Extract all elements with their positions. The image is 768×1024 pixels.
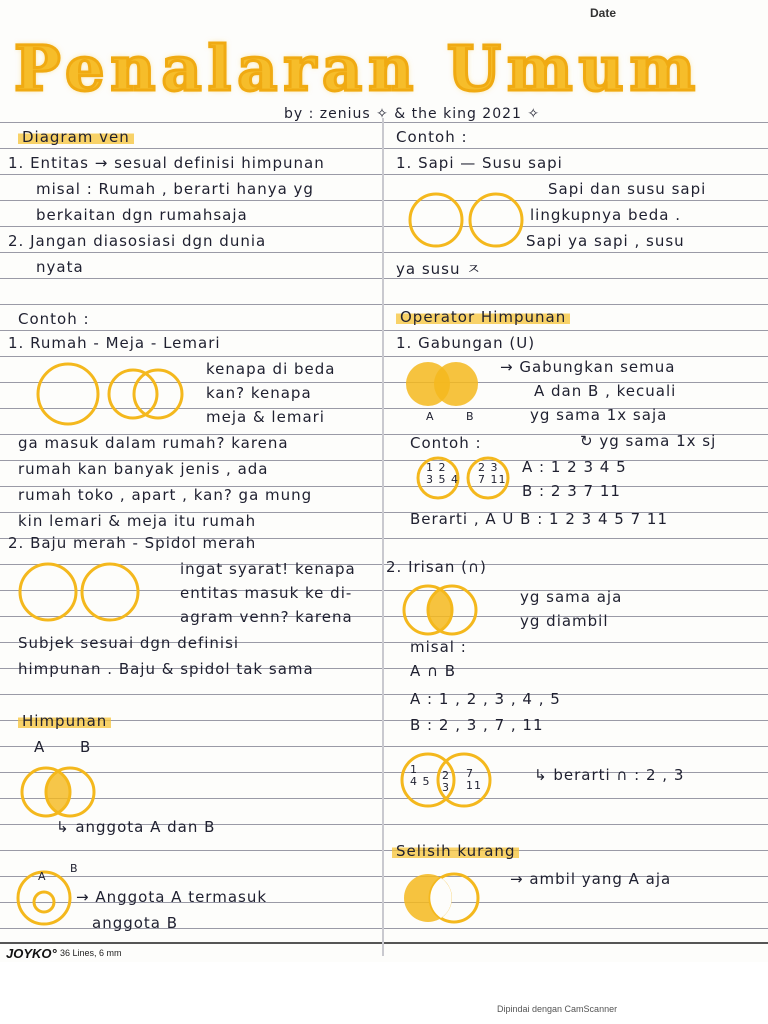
misal: misal : [410, 638, 467, 656]
sapi-line: 1. Sapi — Susu sapi [396, 154, 563, 172]
venn-label-b: B [466, 410, 475, 423]
contoh1-note: kenapa di beda [206, 360, 336, 378]
diagram-item: nyata [36, 258, 84, 276]
rule-line [0, 278, 768, 279]
venn-label-a: A [426, 410, 435, 423]
rule-line [0, 252, 768, 253]
irisan-set-b: B : 2 , 3 , 7 , 11 [410, 716, 544, 734]
contoh1-long: ga masuk dalam rumah? karena [18, 434, 289, 452]
yg-sama-note: ↻ yg sama 1x sj [580, 432, 717, 450]
set-a-line: A : 1 2 3 4 5 [522, 458, 627, 476]
label-b: B [80, 738, 92, 756]
anggota-note: ↳ anggota A dan B [56, 818, 216, 836]
notebook-spec: 36 Lines, 6 mm [60, 948, 122, 958]
contoh2-note: entitas masuk ke di- [180, 584, 353, 602]
irisan-note: yg diambil [520, 612, 609, 630]
sapi-note: lingkupnya beda . [530, 206, 681, 224]
diagram-item: 1. Entitas → sesual definisi himpunan [8, 154, 325, 172]
rule-line [0, 694, 768, 695]
irisan-left-numbers: 1 4 5 [410, 763, 431, 788]
venn-rumah-meja-lemari [28, 360, 188, 430]
selisih-heading: Selisih kurang [392, 842, 519, 860]
contoh-2: 2. Baju merah - Spidol merah [8, 534, 257, 552]
diagram-heading: Diagram ven [18, 128, 134, 146]
joyko-logo: JOYKO° [6, 946, 57, 961]
rule-line [0, 798, 768, 799]
byline: by : zenius ✧ & the king 2021 ✧ [284, 106, 541, 122]
gabungan-note: yg sama 1x saja [530, 406, 668, 424]
bottom-rule [0, 942, 768, 944]
rule-line [0, 304, 768, 305]
venn-gabungan [402, 360, 492, 410]
contoh-heading: Contoh : [18, 310, 90, 328]
berarti-irisan: ↳ berarti ∩ : 2 , 3 [534, 766, 685, 784]
diagram-item: berkaitan dgn rumahsaja [36, 206, 248, 224]
berarti-union: Berarti , A U B : 1 2 3 4 5 7 11 [410, 510, 669, 528]
circle-a-numbers: 1 2 3 5 4 [426, 461, 459, 486]
contoh-small: Contoh : [410, 434, 482, 452]
gabungan-note: → Gabungkan semua [500, 358, 676, 376]
gabungan-note: A dan B , kecuali [534, 382, 677, 400]
irisan-note: yg sama aja [520, 588, 623, 606]
subset-label-a: A [38, 870, 47, 883]
subset-note-1: → Anggota A termasuk [76, 888, 268, 906]
date-label: Date [590, 6, 617, 20]
venn-irisan [400, 582, 480, 638]
diagram-item: misal : Rumah , berarti hanya yg [36, 180, 314, 198]
label-a: A [34, 738, 46, 756]
set-b-line: B : 2 3 7 11 [522, 482, 621, 500]
sapi-end: ya susu ㅈ [396, 260, 482, 278]
contoh2-long: himpunan . Baju & spidol tak sama [18, 660, 314, 678]
rule-line [0, 720, 768, 721]
venn-baju-spidol [10, 558, 150, 628]
subset-label-b: B [70, 862, 79, 875]
subset-note-2: anggota B [92, 914, 179, 932]
venn-selisih [400, 868, 490, 928]
column-divider [382, 118, 384, 956]
contoh1-note: kan? kenapa [206, 384, 312, 402]
diagram-item: 2. Jangan diasosiasi dgn dunia [8, 232, 267, 250]
rule-line [0, 746, 768, 747]
contoh1-long: kin lemari & meja itu rumah [18, 512, 257, 530]
contoh2-note: ingat syarat! kenapa [180, 560, 356, 578]
rule-line [0, 226, 768, 227]
selisih-note: → ambil yang A aja [510, 870, 672, 888]
venn-sapi [408, 188, 528, 252]
circle-b-numbers: 2 3 7 11 [478, 461, 507, 486]
contoh2-long: Subjek sesuai dgn definisi [18, 634, 240, 652]
contoh1-note: meja & lemari [206, 408, 325, 426]
rule-line [0, 174, 768, 175]
rule-line [0, 330, 768, 331]
himpunan-heading: Himpunan [18, 712, 111, 730]
rule-line [0, 148, 768, 149]
rule-line [0, 850, 768, 851]
contoh-1: 1. Rumah - Meja - Lemari [8, 334, 221, 352]
irisan-heading: 2. Irisan (∩) [386, 558, 487, 576]
page-title: Penalaran Umum [14, 32, 702, 105]
irisan-right-numbers: 7 11 [466, 767, 482, 792]
right-contoh-heading: Contoh : [396, 128, 468, 146]
irisan-mid-numbers: 2 3 [442, 769, 450, 794]
contoh1-long: rumah toko , apart , kan? ga mung [18, 486, 313, 504]
a-cap-b: A ∩ B [410, 662, 457, 680]
sapi-note: Sapi ya sapi , susu [526, 232, 685, 250]
sapi-note: Sapi dan susu sapi [548, 180, 707, 198]
gabungan-heading: 1. Gabungan (U) [396, 334, 536, 352]
rule-line [0, 122, 768, 123]
scanner-watermark: Dipindai dengan CamScanner [497, 1004, 618, 1014]
contoh2-note: agram venn? karena [180, 608, 353, 626]
rule-line [0, 200, 768, 201]
contoh1-long: rumah kan banyak jenis , ada [18, 460, 269, 478]
venn-subset [14, 868, 84, 938]
rule-line [0, 356, 768, 357]
irisan-set-a: A : 1 , 2 , 3 , 4 , 5 [410, 690, 561, 708]
operator-heading: Operator Himpunan [396, 308, 570, 326]
